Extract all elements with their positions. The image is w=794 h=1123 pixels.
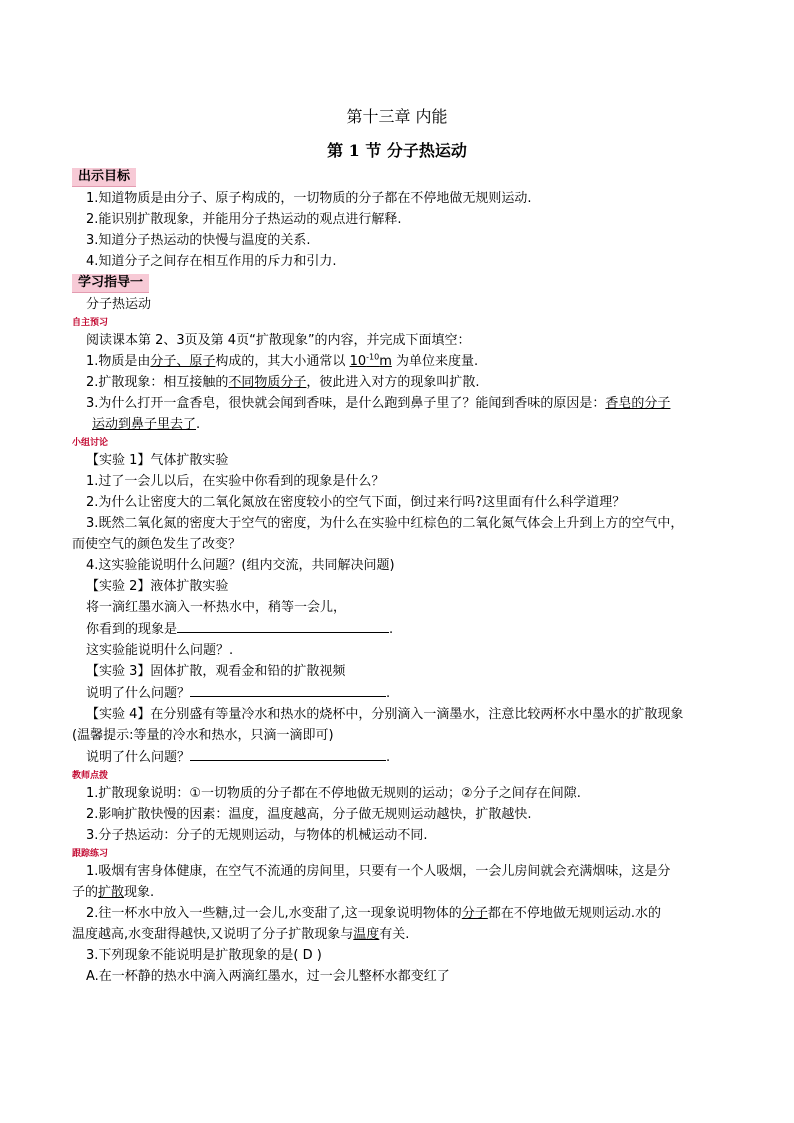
- exp2-observation: 你看到的现象是 .: [72, 618, 722, 640]
- preview-tag: 自主预习: [72, 318, 109, 328]
- experiment-2-title: 【实验 2】液体扩散实验: [86, 579, 229, 594]
- answer-text: 温度: [353, 927, 380, 942]
- practice-question-3: 3.下列现象不能说明是扩散现象的是( D ): [86, 948, 322, 963]
- teacher-point: 2.影响扩散快慢的因素：温度，温度越高，分子做无规则运动越快，扩散越快.: [86, 807, 532, 822]
- discussion-tag: 小组讨论: [72, 438, 109, 448]
- exp1-question-3: 3.既然二氧化氮的密度大于空气的密度，为什么在实验中红棕色的二氧化氮气体会上升到上方的空气中，: [86, 516, 684, 531]
- practice-question-1: 1.吸烟有害身体健康，在空气不流通的房间里，只要有一个人吸烟，一会儿房间就会充满烟味，这是分: [86, 864, 671, 879]
- document-content: [72, 104, 722, 987]
- answer-text: 不同物质分子: [228, 375, 307, 390]
- exp2-step: 将一滴红墨水滴入一杯热水中，稍等一会儿，: [86, 600, 347, 615]
- guide1-topic: 分子热运动: [86, 297, 152, 312]
- answer-text: 分子: [461, 906, 488, 921]
- experiment-1-title: 【实验 1】气体扩散实验: [86, 453, 229, 468]
- preview-intro: 阅读课本第 2、3页及第 4页“扩散现象”的内容，并完成下面填空：: [86, 333, 471, 348]
- experiment-4-tip: (温馨提示:等量的冷水和热水，只滴一滴即可): [72, 728, 334, 743]
- answer-text: 扩散: [98, 885, 125, 900]
- practice-question-1-cont: 子的扩散现象.: [72, 885, 155, 900]
- teacher-point: 3.分子热运动：分子的无规则运动，与物体的机械运动不同.: [86, 828, 428, 843]
- preview-question-3-cont: 运动到鼻子里去了.: [92, 417, 201, 432]
- preview-question-3: 3.为什么打开一盒香皂，很快就会闻到香味，是什么跑到鼻子里了？能闻到香味的原因是：香皂的分子: [86, 396, 671, 411]
- chapter-title: 第十三章 内能: [346, 107, 448, 126]
- teacher-tag: 教师点拨: [72, 771, 109, 781]
- exp1-question-4: 4.这实验能说明什么问题？(组内交流，共同解决问题): [86, 558, 395, 573]
- answer-text: 运动到鼻子里去了: [92, 417, 197, 432]
- preview-question-1: 1.物质是由分子、原子构成的，其大小通常以 $10^{-10}m$ 为单位来度量.: [86, 352, 479, 369]
- goal-item: 2.能识别扩散现象，并能用分子热运动的观点进行解释.: [86, 212, 402, 227]
- goal-item: 3.知道分子热运动的快慢与温度的关系.: [86, 233, 311, 248]
- practice-question-2: 2.往一杯水中放入一些糖,过一会儿,水变甜了,这一现象说明物体的分子都在不停地做无规则运动.水的: [86, 906, 661, 921]
- answer-blank[interactable]: [190, 682, 386, 697]
- practice-tag: 跟踪练习: [72, 849, 109, 859]
- answer-blank[interactable]: [190, 746, 386, 761]
- exp4-question: 说明了什么问题？ .: [72, 746, 722, 768]
- goal-item: 4.知道分子之间存在相互作用的斥力和引力.: [86, 254, 337, 269]
- practice-question-2-cont: 温度越高,水变甜得越快,又说明了分子扩散现象与温度有关.: [72, 927, 410, 942]
- answer-text: 香皂的分子: [605, 396, 671, 411]
- section-title: 第 1 节 分子热运动: [327, 141, 467, 160]
- teacher-point: 1.扩散现象说明：①一切物质的分子都在不停地做无规则的运动；②分子之间存在间隙.: [86, 786, 581, 801]
- exp2-question: 这实验能说明什么问题？.: [86, 643, 234, 658]
- exp1-question-2: 2.为什么让密度大的二氧化氮放在密度较小的空气下面，倒过来行吗?这里面有什么科学道理？: [86, 495, 626, 510]
- preview-question-2: 2.扩散现象：相互接触的不同物质分子，彼此进入对方的现象叫扩散.: [86, 375, 480, 390]
- answer-blank[interactable]: [177, 618, 389, 633]
- unit-answer: $10^{-10}m$: [349, 352, 392, 369]
- practice-option-a: A.在一杯静的热水中滴入两滴红墨水，过一会儿整杯水都变红了: [86, 969, 450, 984]
- guide1-tag: 学习指导一: [72, 274, 149, 293]
- experiment-3-title: 【实验 3】固体扩散，观看金和铅的扩散视频: [86, 664, 346, 679]
- exp3-question: 说明了什么问题？ .: [72, 682, 722, 704]
- exp1-question-3-cont: 而使空气的颜色发生了改变？: [72, 537, 242, 552]
- exp1-question-1: 1.过了一会儿以后，在实验中你看到的现象是什么？: [86, 474, 385, 489]
- goals-tag: 出示目标: [72, 168, 136, 187]
- experiment-4-title: 【实验 4】在分别盛有等量冷水和热水的烧杯中，分别滴入一滴墨水，注意比较两杯水中墨水的扩散现象: [86, 707, 684, 722]
- answer-text: 分子、原子: [150, 354, 216, 369]
- goal-item: 1.知道物质是由分子、原子构成的，一切物质的分子都在不停地做无规则运动.: [86, 191, 532, 206]
